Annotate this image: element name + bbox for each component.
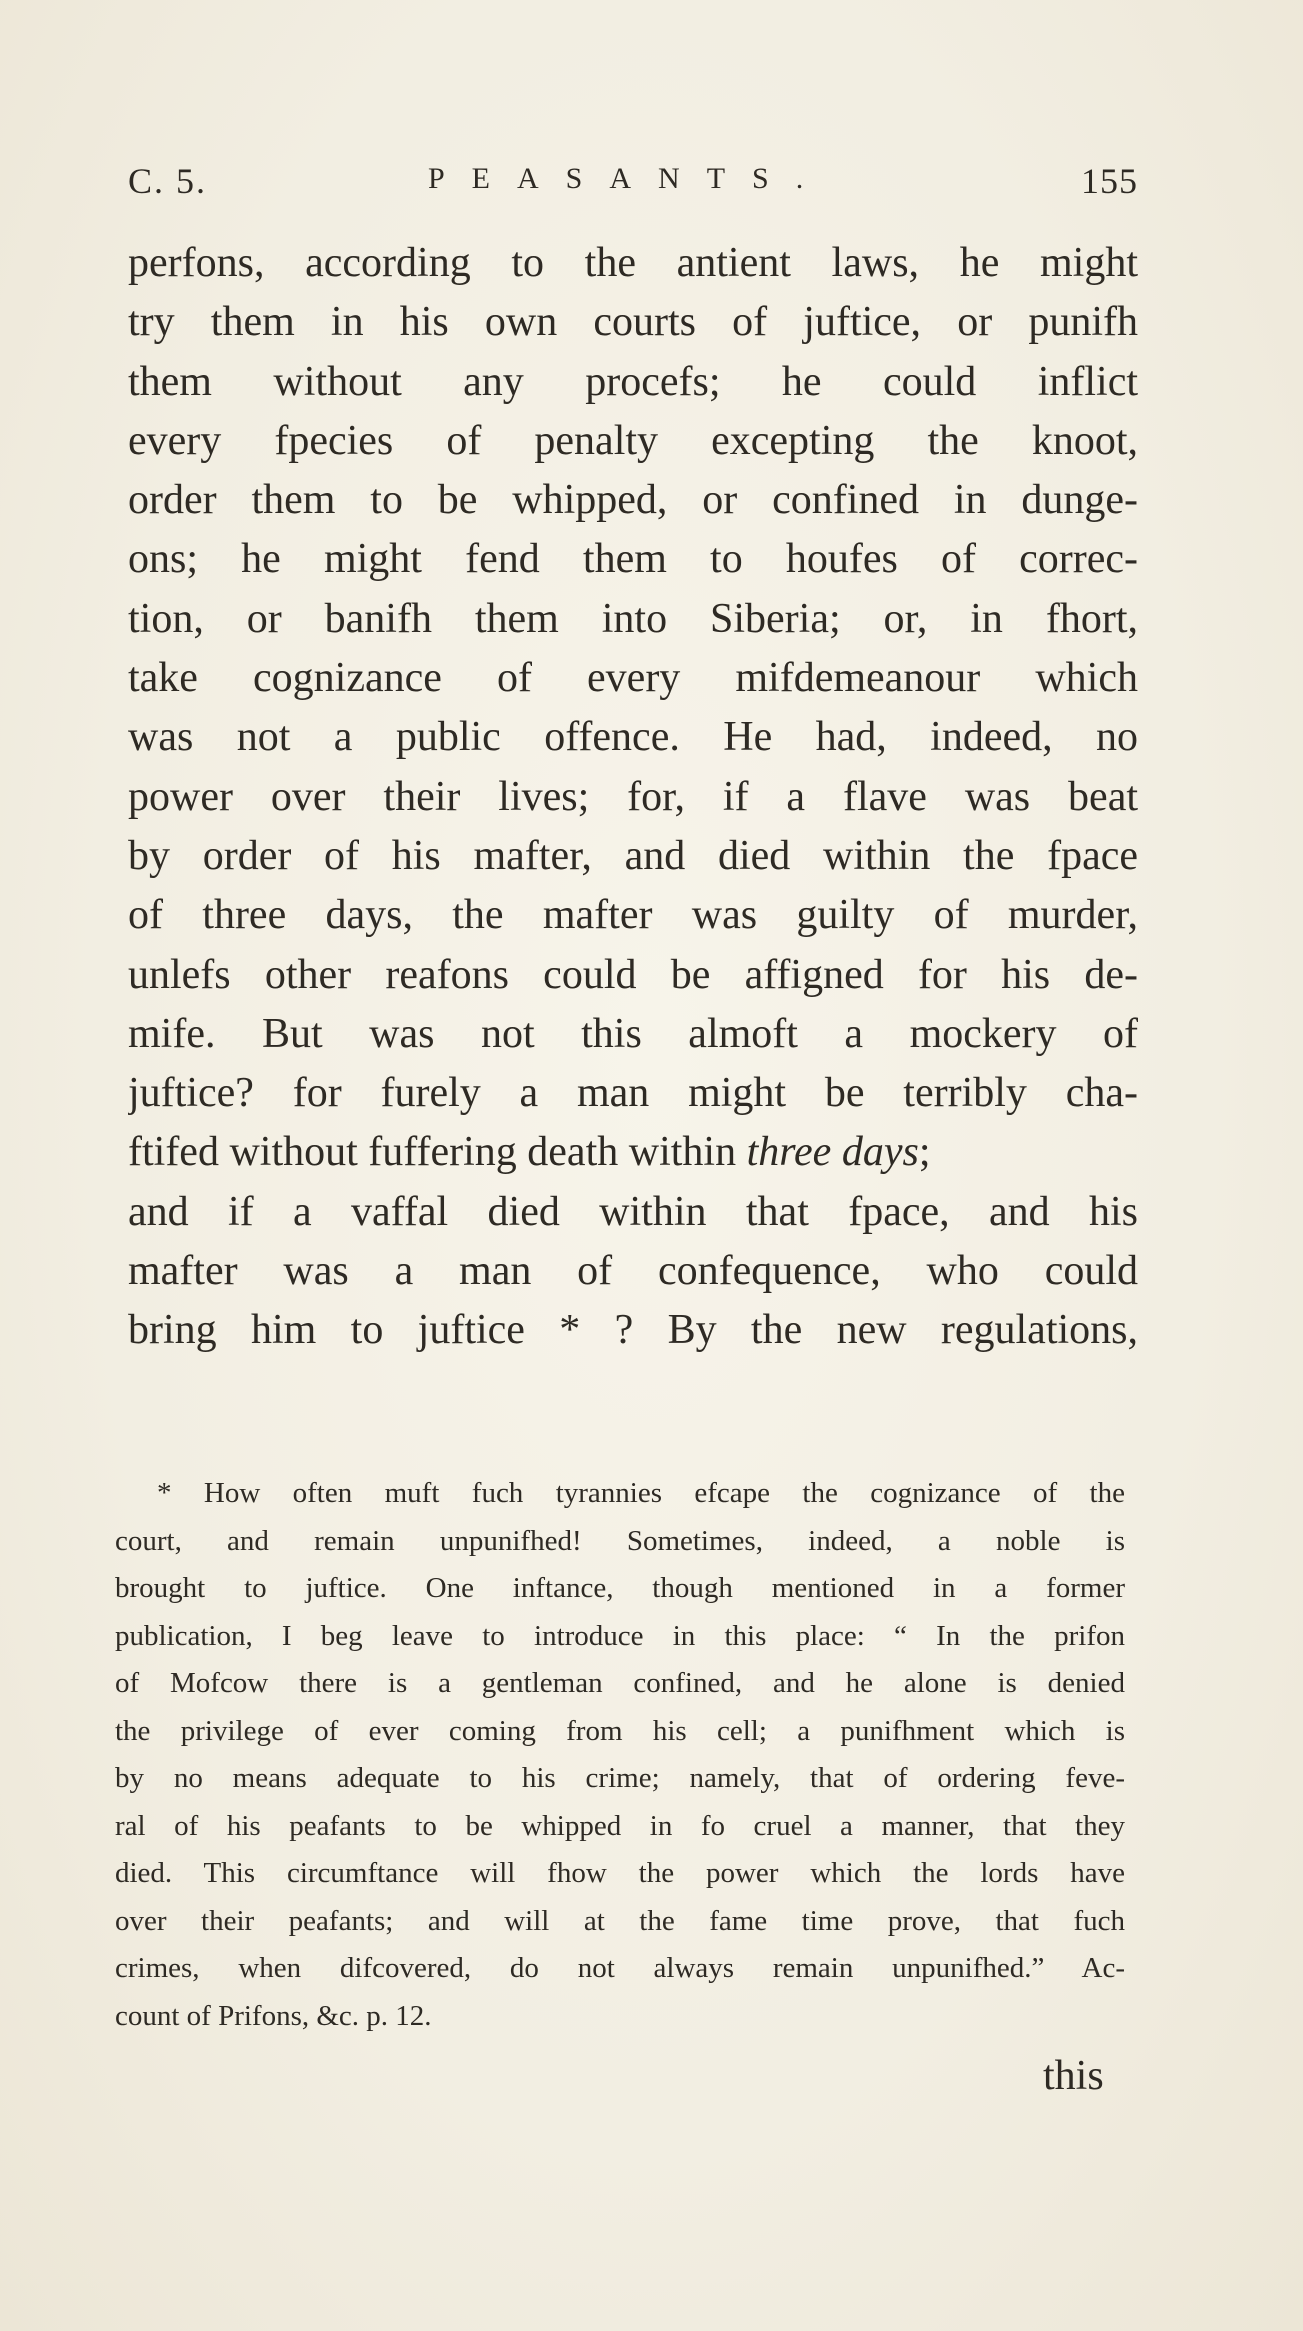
footnote-line: count of Prifons, &c. p. 12. [115,1999,432,2032]
body-line: by order of his mafter, and died within the fpace [128,832,1138,879]
body-line: was not a public offence. He had, indeed, no [128,714,1138,761]
running-head [128,160,1138,204]
body-line: unlefs other reafons could be affigned for his de- [128,951,1138,998]
body-text [128,234,1138,1361]
italic-phrase: three days [746,1129,919,1176]
body-line: try them in his own courts of juftice, or punifh [128,299,1138,346]
body-line: bring him to juftice * ? By the new regulations, [128,1307,1138,1354]
body-line: them without any procefs; he could inflict [128,358,1138,405]
body-line: of three days, the mafter was guilty of murder, [128,892,1138,939]
footnote-line: brought to juftice. One inftance, though mentioned in a former [115,1572,1125,1604]
body-line: tion, or banifh them into Siberia; or, in fhort, [128,595,1138,642]
body-line: mife. But was not this almoft a mockery of [128,1010,1138,1057]
footnote-line: court, and remain unpunifhed! Sometimes, indeed, a noble is [115,1524,1125,1557]
body-line: power over their lives; for, if a flave was beat [128,773,1138,820]
footnote-line: of Mofcow there is a gentleman confined, and he alone is denied [115,1667,1125,1699]
body-line: juftice? for furely a man might be terribly cha- [128,1070,1138,1117]
footnote-line: over their peafants; and will at the fame time prove, that fuch [115,1904,1125,1937]
footnote-line: died. This circumftance will fhow the power which the lords have [115,1857,1125,1889]
footnote-line: by no means adequate to his crime; namely, that of ordering feve- [115,1762,1125,1794]
footnote [115,1470,1125,2040]
body-line: and if a vaffal died within that fpace, and his [128,1188,1138,1235]
body-line: take cognizance of every mifdemeanour which [128,655,1138,702]
footnote-line: ral of his peafants to be whipped in fo cruel a manner, that they [115,1809,1125,1842]
body-line: every fpecies of penalty excepting the knoot, [128,417,1138,464]
body-line-text: ftifed without fuffering death within [128,1129,737,1176]
footnote-line: crimes, when difcovered, do not always remain unpunifhed.” Ac- [115,1952,1125,1984]
footnote-line: publication, I beg leave to introduce in this place: “ In the prifon [115,1619,1125,1652]
body-line: mafter was a man of confequence, who could [128,1248,1138,1295]
catchword: this [1043,2053,1104,2099]
body-line-with-italic [128,1123,1138,1182]
body-line: ons; he might fend them to houfes of correc- [128,536,1138,583]
body-line: perfons, according to the antient laws, he might [128,240,1138,286]
italic-trailing-punctuation: ; [918,1129,931,1176]
footnote-line: * How often muft fuch tyrannies efcape the cognizance of the [157,1477,1125,1509]
page-number: 155 [1081,161,1138,201]
chapter-marker: C. 5. [128,161,208,201]
running-title: PEASANTS. [428,162,831,195]
body-line: order them to be whipped, or confined in dunge- [128,477,1138,524]
footnote-line: the privilege of ever coming from his cell; a punifhment which is [115,1714,1125,1747]
